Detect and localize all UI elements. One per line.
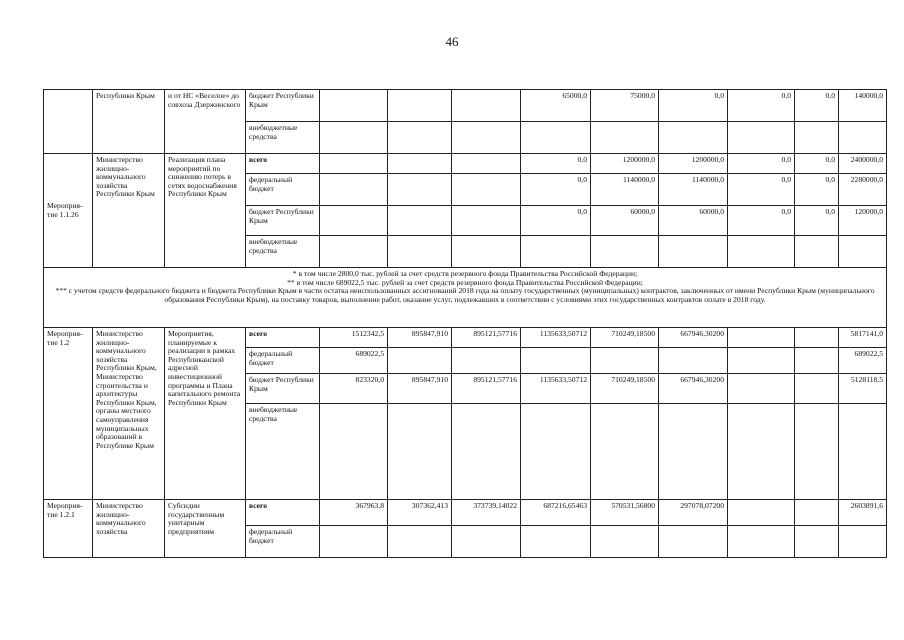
funding-source: федеральный бюджет [246, 348, 320, 374]
measure-col2: Республики Крым [93, 90, 165, 154]
value-cell: 373739,14022 [452, 500, 521, 526]
value-cell: 307362,413 [388, 500, 452, 526]
value-cell [388, 90, 452, 122]
value-cell: 0,0 [795, 174, 839, 206]
measure-col2: Министерство жилищно-коммунального хозяйства Республики Крым, Министерство строительства и архитектуры Республики Крым, органы местного самоуправления муниципальных образований в Республике Крым [93, 328, 165, 500]
value-cell: 65000,0 [521, 90, 591, 122]
value-cell: 895121,57716 [452, 374, 521, 404]
value-cell: 1200000,0 [659, 154, 728, 174]
value-cell: 710249,18500 [591, 328, 659, 348]
value-cell [452, 206, 521, 236]
value-cell [320, 236, 388, 268]
measure-col2: Министерство жилищно-коммунального хозяйства Республики Крым [93, 154, 165, 268]
value-cell [728, 500, 795, 526]
value-cell: 0,0 [728, 154, 795, 174]
value-cell: 0,0 [728, 206, 795, 236]
value-cell [728, 236, 795, 268]
value-cell: 823320,0 [320, 374, 388, 404]
value-cell: 1135633,50712 [521, 374, 591, 404]
value-cell: 895847,910 [388, 374, 452, 404]
value-cell: 570531,56800 [591, 500, 659, 526]
value-cell [388, 122, 452, 154]
value-cell [320, 174, 388, 206]
value-cell [521, 348, 591, 374]
value-cell [388, 526, 452, 558]
page-number: 46 [445, 34, 459, 49]
table-row [44, 90, 887, 122]
value-cell [839, 236, 887, 268]
value-cell [320, 526, 388, 558]
value-cell: 895121,57716 [452, 328, 521, 348]
measure-col1: Мероприя-тие 1.2 [44, 328, 93, 500]
value-cell: 1140000,0 [591, 174, 659, 206]
value-cell [388, 348, 452, 374]
value-cell [728, 526, 795, 558]
value-cell [728, 328, 795, 348]
value-cell: 297078,07200 [659, 500, 728, 526]
value-cell: 140000,0 [839, 90, 887, 122]
value-cell [521, 236, 591, 268]
value-cell: 60000,0 [659, 206, 728, 236]
funding-source: бюджет Республики Крым [246, 90, 320, 122]
value-cell [795, 374, 839, 404]
value-cell: 367963,8 [320, 500, 388, 526]
value-cell [839, 526, 887, 558]
value-cell [728, 348, 795, 374]
value-cell [388, 174, 452, 206]
measure-col1: Мероприя-тие 1.1.26 [44, 154, 93, 268]
value-cell [452, 174, 521, 206]
measure-col3: Реализация плана мероприятий по снижению потерь в сетях водоснабжения Республики Крым [165, 154, 246, 268]
value-cell [659, 348, 728, 374]
value-cell [452, 122, 521, 154]
value-cell [320, 206, 388, 236]
value-cell [839, 404, 887, 500]
value-cell: 0,0 [728, 90, 795, 122]
value-cell: 667946,30200 [659, 328, 728, 348]
value-cell [591, 404, 659, 500]
value-cell [795, 122, 839, 154]
value-cell [452, 154, 521, 174]
value-cell: 60000,0 [591, 206, 659, 236]
value-cell [452, 526, 521, 558]
value-cell [388, 154, 452, 174]
value-cell: 0,0 [728, 174, 795, 206]
value-cell [795, 236, 839, 268]
measure-col1: Мероприя-тие 1.2.1 [44, 500, 93, 558]
value-cell: 2400000,0 [839, 154, 887, 174]
value-cell: 75000,0 [591, 90, 659, 122]
value-cell [452, 404, 521, 500]
measure-col3: Субсидии государственным унитарным предприятиям [165, 500, 246, 558]
value-cell [388, 236, 452, 268]
measure-col3: и от НС «Веселое» до совхоза Дзержинского [165, 90, 246, 154]
value-cell: 667946,30200 [659, 374, 728, 404]
footnote-line: ** в том числе 689022,5 тыс. рублей за счет средств резервного фонда Правительства Российской Федерации; [287, 277, 643, 287]
value-cell: 710249,18500 [591, 374, 659, 404]
funding-source: бюджет Республики Крым [246, 206, 320, 236]
value-cell [320, 404, 388, 500]
value-cell [728, 122, 795, 154]
value-cell [659, 236, 728, 268]
value-cell [728, 374, 795, 404]
table-row [44, 154, 887, 174]
value-cell: 5128118,5 [839, 374, 887, 404]
value-cell [795, 526, 839, 558]
value-cell: 1512342,5 [320, 328, 388, 348]
value-cell [659, 122, 728, 154]
funding-source: внебюджетные средства [246, 122, 320, 154]
budget-table [43, 89, 887, 558]
table-row [44, 500, 887, 526]
value-cell: 0,0 [521, 154, 591, 174]
footnote-line: *** с учетом средств федерального бюджета и бюджета Республики Крым в части остатка неиспользованных ассигнований 2018 года на оплату государственных (муниципальных) контрактов, заключенных от имени Республики Крым (муниципального образования Республики Крым), на поставку товаров, выполнение работ, оказание услуг, подлежавших в соответствии с условиями этих государственных контрактов оплате в 2018 году. [55, 286, 875, 304]
value-cell [795, 348, 839, 374]
value-cell: 120000,0 [839, 206, 887, 236]
footnote-line: * в том числе 2800,0 тыс. рублей за счет средств резервного фонда Правительства Российской Федерации; [292, 269, 638, 278]
value-cell: 0,0 [795, 90, 839, 122]
funding-source: всего [246, 154, 320, 174]
measure-col1 [44, 90, 93, 154]
value-cell [320, 122, 388, 154]
value-cell: 0,0 [659, 90, 728, 122]
value-cell [728, 404, 795, 500]
value-cell [795, 404, 839, 500]
value-cell: 0,0 [521, 174, 591, 206]
measure-col2: Министерство жилищно-коммунального хозяйства [93, 500, 165, 558]
funding-source: всего [246, 500, 320, 526]
value-cell [591, 236, 659, 268]
funding-source: федеральный бюджет [246, 526, 320, 558]
value-cell: 0,0 [795, 154, 839, 174]
funding-source: внебюджетные средства [246, 236, 320, 268]
value-cell [521, 526, 591, 558]
value-cell: 687216,65463 [521, 500, 591, 526]
table-row [44, 328, 887, 348]
value-cell [591, 526, 659, 558]
value-cell [452, 90, 521, 122]
value-cell [320, 154, 388, 174]
value-cell [452, 236, 521, 268]
value-cell [591, 122, 659, 154]
value-cell [388, 206, 452, 236]
value-cell: 1135633,50712 [521, 328, 591, 348]
funding-source: всего [246, 328, 320, 348]
value-cell [659, 526, 728, 558]
value-cell [839, 122, 887, 154]
value-cell: 2603891,6 [839, 500, 887, 526]
value-cell [521, 404, 591, 500]
footnotes [44, 268, 887, 328]
value-cell: 689022,5 [839, 348, 887, 374]
value-cell: 0,0 [795, 206, 839, 236]
value-cell: 2280000,0 [839, 174, 887, 206]
funding-source: бюджет Республики Крым [246, 374, 320, 404]
funding-source: федеральный бюджет [246, 174, 320, 206]
value-cell: 5817141,0 [839, 328, 887, 348]
value-cell [320, 90, 388, 122]
funding-source: внебюджетные средства [246, 404, 320, 500]
value-cell [659, 404, 728, 500]
value-cell: 0,0 [521, 206, 591, 236]
value-cell [795, 500, 839, 526]
value-cell: 1200000,0 [591, 154, 659, 174]
measure-col3: Мероприятия, планируемые к реализации в рамках Республиканской адресной инвестиционной программы и Плана капитального ремонта Республики Крым [165, 328, 246, 500]
value-cell [452, 348, 521, 374]
notes-row [44, 268, 887, 328]
value-cell [521, 122, 591, 154]
value-cell: 1140000,0 [659, 174, 728, 206]
value-cell [795, 328, 839, 348]
value-cell: 689022,5 [320, 348, 388, 374]
value-cell [388, 404, 452, 500]
value-cell: 895847,910 [388, 328, 452, 348]
value-cell [591, 348, 659, 374]
